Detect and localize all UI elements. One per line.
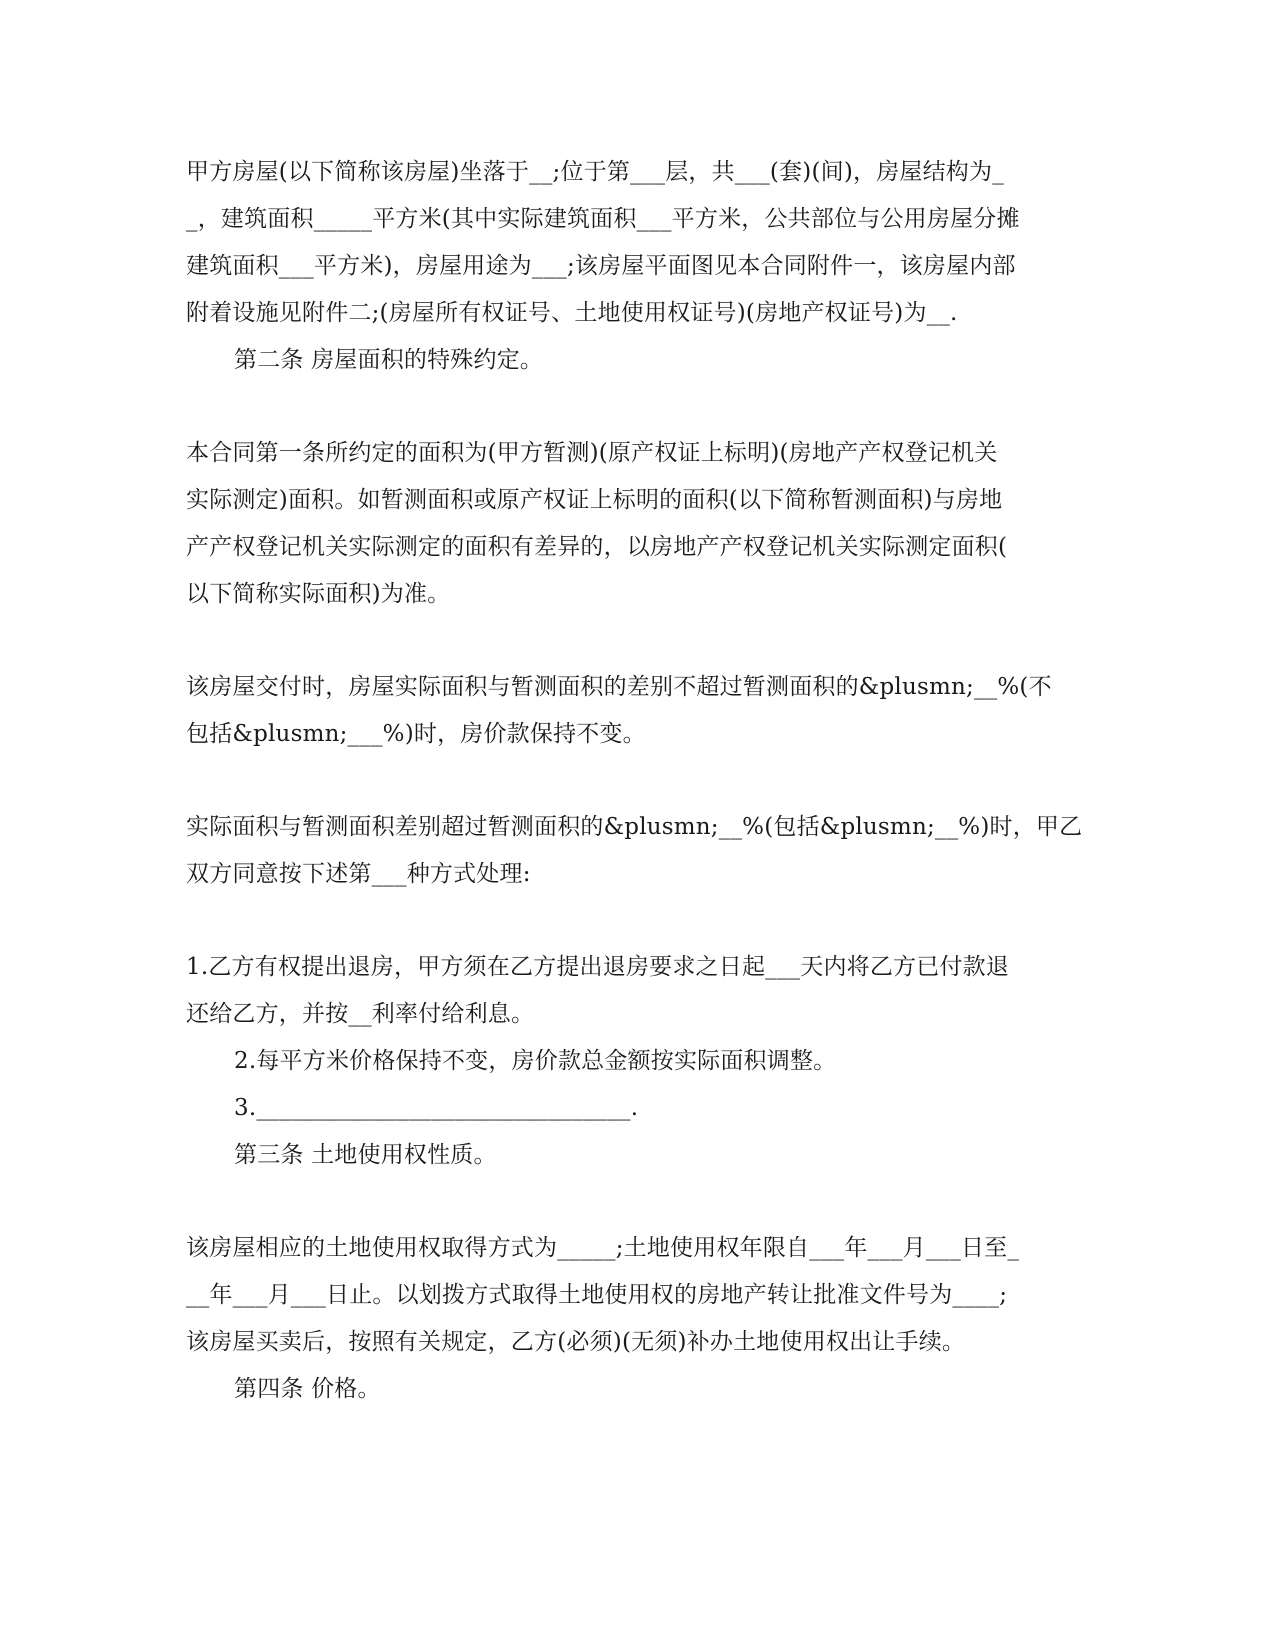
paragraph-line: _，建筑面积_____平方米(其中实际建筑面积___平方米，公共部位与公用房屋分摊: [186, 206, 1020, 232]
paragraph-line: 实际测定)面积。如暂测面积或原产权证上标明的面积(以下简称暂测面积)与房地: [186, 487, 1003, 513]
paragraph-line: 该房屋买卖后，按照有关规定，乙方(必须)(无须)补办土地使用权出让手续。: [186, 1329, 966, 1355]
paragraph-line: 双方同意按下述第___种方式处理:: [186, 861, 531, 887]
paragraph-line: 以下简称实际面积)为准。: [186, 581, 451, 607]
paragraph-line: 产产权登记机关实际测定的面积有差异的，以房地产产权登记机关实际测定面积(: [186, 534, 1008, 560]
section-heading: 第三条 土地使用权性质。: [234, 1142, 497, 1168]
list-item-continuation: 还给乙方，并按__利率付给利息。: [186, 1001, 535, 1027]
paragraph-line: 本合同第一条所约定的面积为(甲方暂测)(原产权证上标明)(房地产产权登记机关: [186, 440, 998, 466]
paragraph-line: 该房屋交付时，房屋实际面积与暂测面积的差别不超过暂测面积的&plusmn;__%(不: [186, 674, 1052, 700]
section-heading: 第二条 房屋面积的特殊约定。: [234, 347, 544, 373]
paragraph-line: 甲方房屋(以下简称该房屋)坐落于__;位于第___层，共___(套)(间)，房屋结构为_: [186, 159, 1004, 185]
list-item: 1.乙方有权提出退房，甲方须在乙方提出退房要求之日起___天内将乙方已付款退: [186, 954, 1010, 980]
list-item: 3.________________________________.: [234, 1095, 639, 1121]
paragraph-line: 该房屋相应的土地使用权取得方式为_____;土地使用权年限自___年___月___日至_: [186, 1235, 1020, 1261]
paragraph-line: __年___月___日止。以划拨方式取得土地使用权的房地产转让批准文件号为____;: [186, 1282, 1008, 1308]
paragraph-line: 实际面积与暂测面积差别超过暂测面积的&plusmn;__%(包括&plusmn;__%)时，甲乙: [186, 814, 1083, 840]
paragraph-line: 建筑面积___平方米)，房屋用途为___;该房屋平面图见本合同附件一，该房屋内部: [186, 253, 1016, 279]
list-item: 2.每平方米价格保持不变，房价款总金额按实际面积调整。: [234, 1048, 837, 1074]
paragraph-line: 附着设施见附件二;(房屋所有权证号、土地使用权证号)(房地产权证号)为__.: [186, 300, 958, 326]
section-heading: 第四条 价格。: [234, 1376, 381, 1402]
paragraph-line: 包括&plusmn;___%)时，房价款保持不变。: [186, 721, 646, 747]
